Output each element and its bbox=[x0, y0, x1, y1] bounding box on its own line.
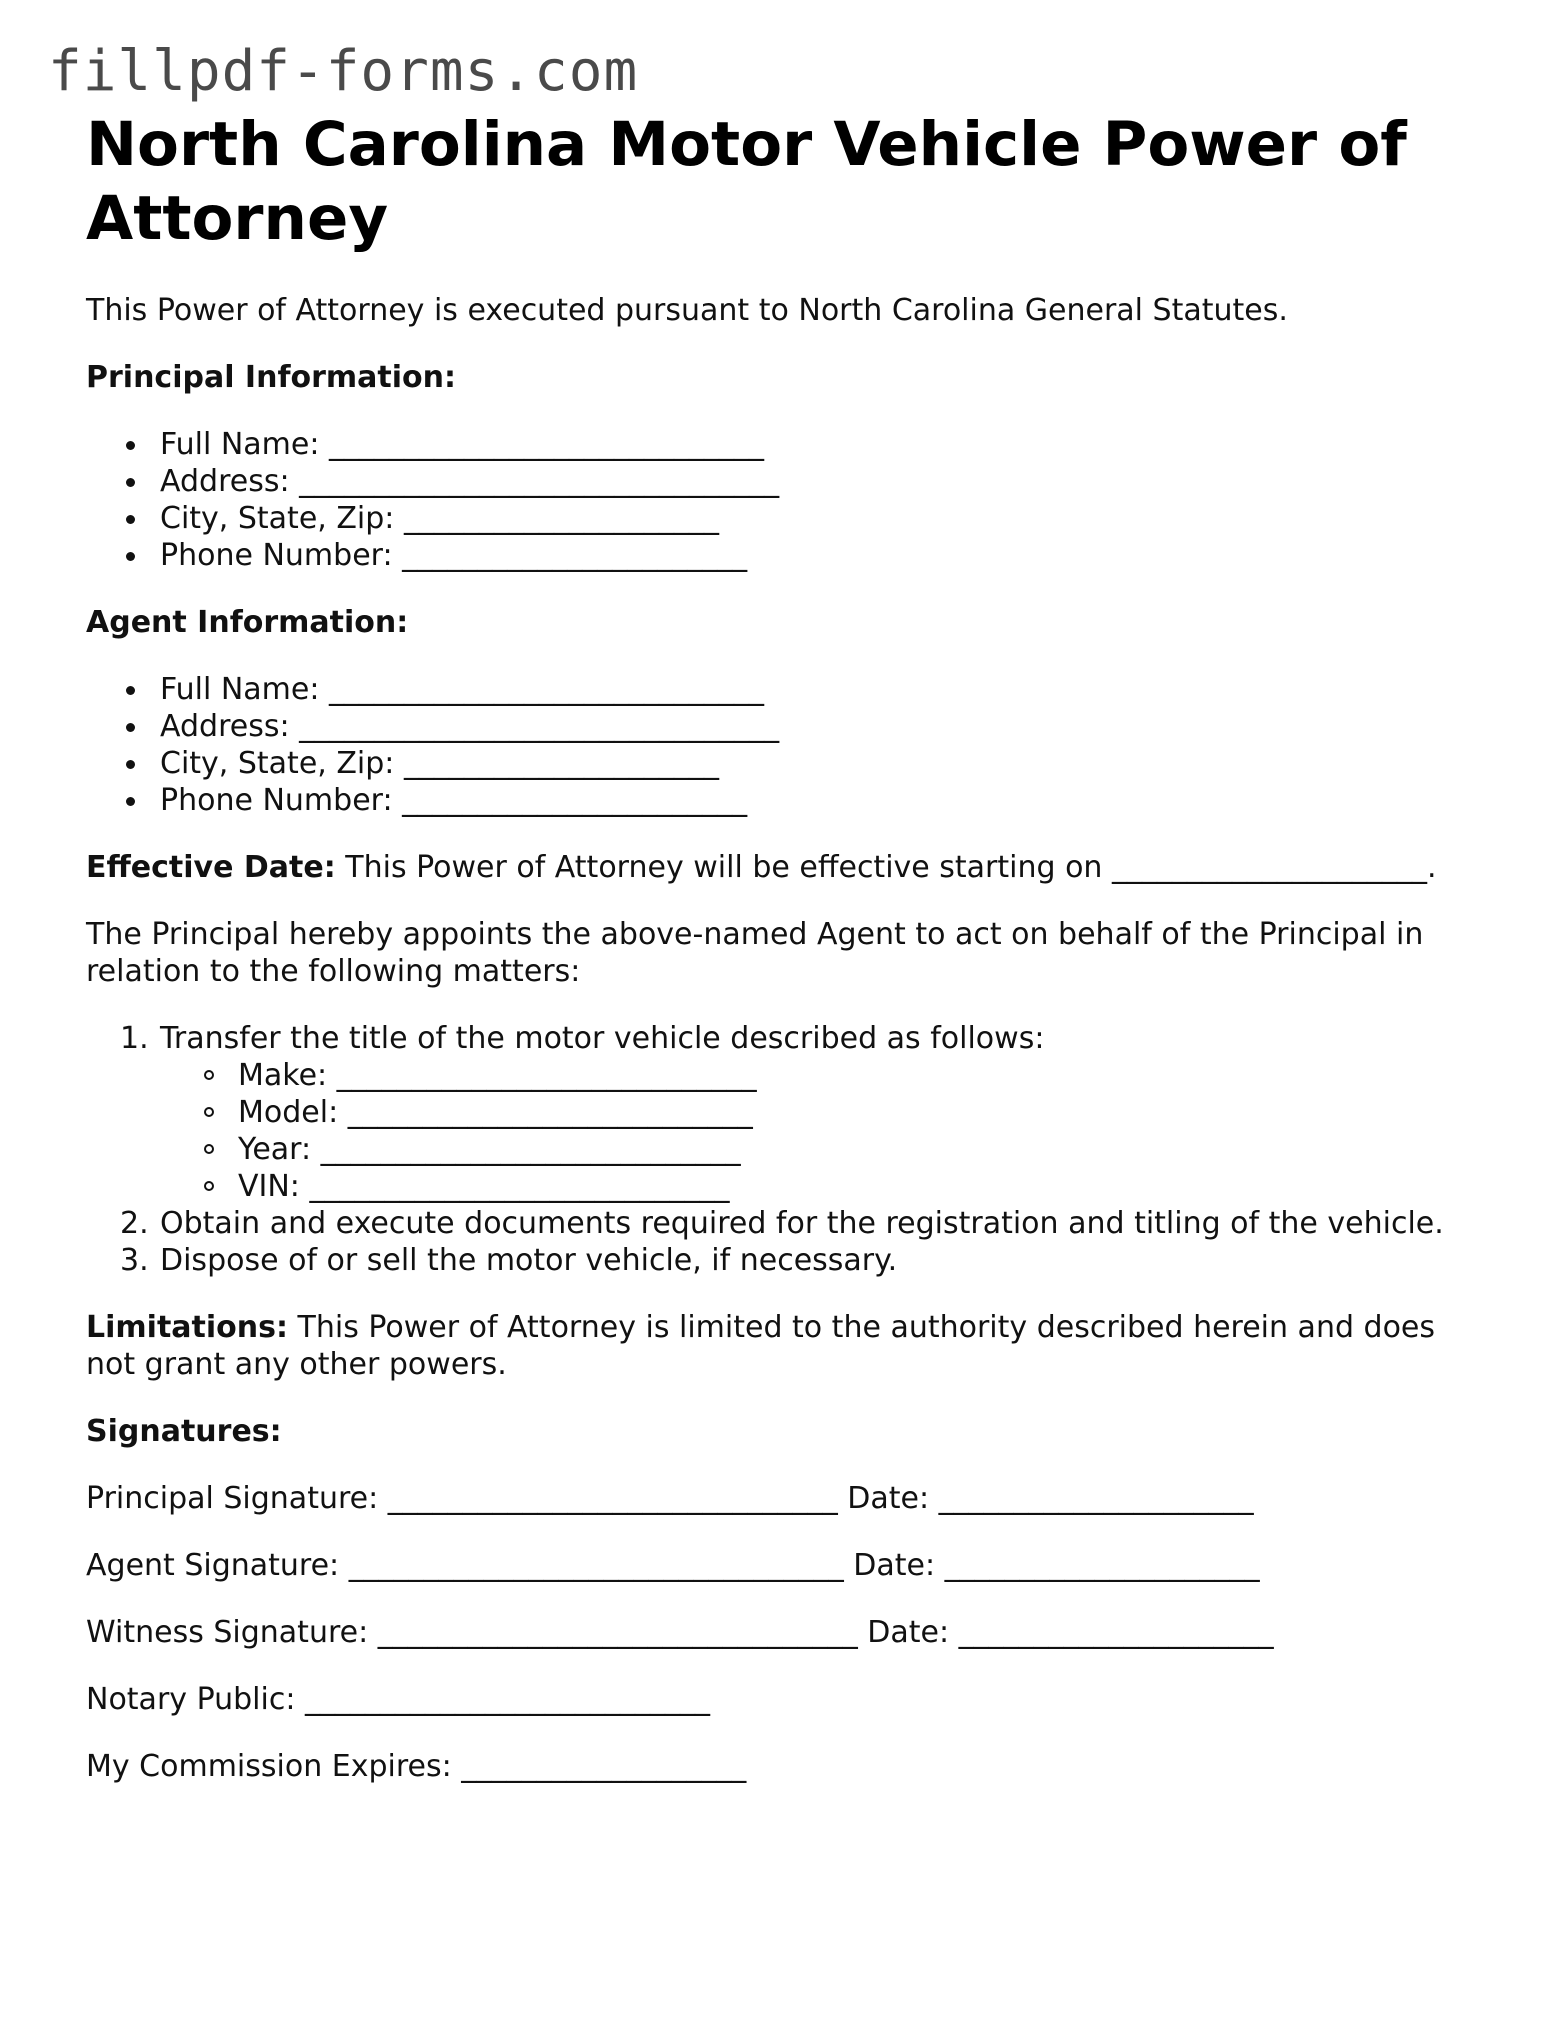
field-label: City, State, Zip: bbox=[160, 501, 404, 536]
field-blank[interactable]: ____________________________ bbox=[309, 1169, 730, 1204]
field-blank[interactable]: _____________________ bbox=[403, 746, 719, 781]
principal-fields bbox=[86, 426, 1486, 574]
field-label: Address: bbox=[160, 709, 300, 744]
page-title: North Carolina Motor Vehicle Power of Attorney bbox=[86, 109, 1407, 254]
field-label: Full Name: bbox=[160, 427, 329, 462]
principal-heading: Principal Information: bbox=[86, 360, 457, 395]
matter-text: Transfer the title of the motor vehicle described as follows: bbox=[160, 1021, 1045, 1056]
principal-full-name-field[interactable] bbox=[160, 426, 1486, 463]
field-blank[interactable]: ____________________________ bbox=[336, 1058, 757, 1093]
vehicle-year-field[interactable] bbox=[238, 1131, 1486, 1168]
field-blank[interactable]: ________________________________ bbox=[299, 464, 780, 499]
agent-heading: Agent Information: bbox=[86, 605, 409, 640]
field-label: Make: bbox=[238, 1058, 337, 1093]
form-page bbox=[86, 108, 1486, 1815]
field-blank[interactable]: ____________________________ bbox=[320, 1132, 741, 1167]
commission-expires-line[interactable]: My Commission Expires: ___________________ bbox=[86, 1749, 747, 1784]
intro-paragraph: This Power of Attorney is executed pursuant to North Carolina General Statutes. bbox=[86, 293, 1288, 328]
agent-signature-line[interactable]: Agent Signature: _________________________________ Date: _____________________ bbox=[86, 1548, 1260, 1583]
field-label: City, State, Zip: bbox=[160, 746, 404, 781]
limitations-paragraph bbox=[86, 1309, 1486, 1383]
matter-number: 1. bbox=[120, 1021, 149, 1056]
matter-item bbox=[120, 1205, 1486, 1242]
agent-phone-field[interactable] bbox=[160, 782, 1486, 819]
matter-text: Obtain and execute documents required for the registration and titling of the vehicle. bbox=[160, 1206, 1444, 1241]
field-blank[interactable]: _______________________ bbox=[402, 783, 748, 818]
principal-phone-field[interactable] bbox=[160, 537, 1486, 574]
agent-full-name-field[interactable] bbox=[160, 671, 1486, 708]
field-label: Address: bbox=[160, 464, 300, 499]
field-blank[interactable]: _____________________________ bbox=[328, 672, 764, 707]
matter-item bbox=[120, 1242, 1486, 1279]
effective-date-text: This Power of Attorney will be effective starting on _____________________. bbox=[335, 850, 1437, 885]
matter-item bbox=[120, 1020, 1486, 1205]
matters-list bbox=[86, 1020, 1486, 1279]
agent-address-field[interactable] bbox=[160, 708, 1486, 745]
field-label: Model: bbox=[238, 1095, 348, 1130]
field-label: Full Name: bbox=[160, 672, 329, 707]
matter-text: Dispose of or sell the motor vehicle, if necessary. bbox=[160, 1243, 898, 1278]
field-blank[interactable]: ___________________________ bbox=[347, 1095, 753, 1130]
field-label: VIN: bbox=[238, 1169, 310, 1204]
matter-number: 2. bbox=[120, 1206, 149, 1241]
limitations-label: Limitations: bbox=[86, 1310, 288, 1345]
field-label: Phone Number: bbox=[160, 783, 403, 818]
effective-date-paragraph[interactable] bbox=[86, 849, 1486, 886]
appointment-paragraph: The Principal hereby appoints the above-named Agent to act on behalf of the Principal in relation to the following matters: bbox=[86, 917, 1424, 989]
site-watermark: fillpdf-forms.com bbox=[48, 39, 639, 104]
field-blank[interactable]: _____________________________ bbox=[328, 427, 764, 462]
agent-city-state-zip-field[interactable] bbox=[160, 745, 1486, 782]
principal-city-state-zip-field[interactable] bbox=[160, 500, 1486, 537]
field-blank[interactable]: _____________________ bbox=[403, 501, 719, 536]
limitations-text: This Power of Attorney is limited to the authority described herein and does not grant any other powers. bbox=[86, 1310, 1436, 1382]
principal-signature-line[interactable]: Principal Signature: ______________________________ Date: _____________________ bbox=[86, 1481, 1254, 1516]
agent-fields bbox=[86, 671, 1486, 819]
notary-public-line[interactable]: Notary Public: ___________________________ bbox=[86, 1682, 710, 1717]
principal-address-field[interactable] bbox=[160, 463, 1486, 500]
witness-signature-line[interactable]: Witness Signature: ________________________________ Date: _____________________ bbox=[86, 1615, 1274, 1650]
field-blank[interactable]: _______________________ bbox=[402, 538, 748, 573]
field-label: Year: bbox=[238, 1132, 321, 1167]
effective-date-label: Effective Date: bbox=[86, 850, 336, 885]
vehicle-vin-field[interactable] bbox=[238, 1168, 1486, 1205]
field-blank[interactable]: ________________________________ bbox=[299, 709, 780, 744]
field-label: Phone Number: bbox=[160, 538, 403, 573]
vehicle-model-field[interactable] bbox=[238, 1094, 1486, 1131]
vehicle-fields bbox=[160, 1057, 1486, 1205]
signatures-heading: Signatures: bbox=[86, 1414, 282, 1449]
matter-number: 3. bbox=[120, 1243, 149, 1278]
vehicle-make-field[interactable] bbox=[238, 1057, 1486, 1094]
